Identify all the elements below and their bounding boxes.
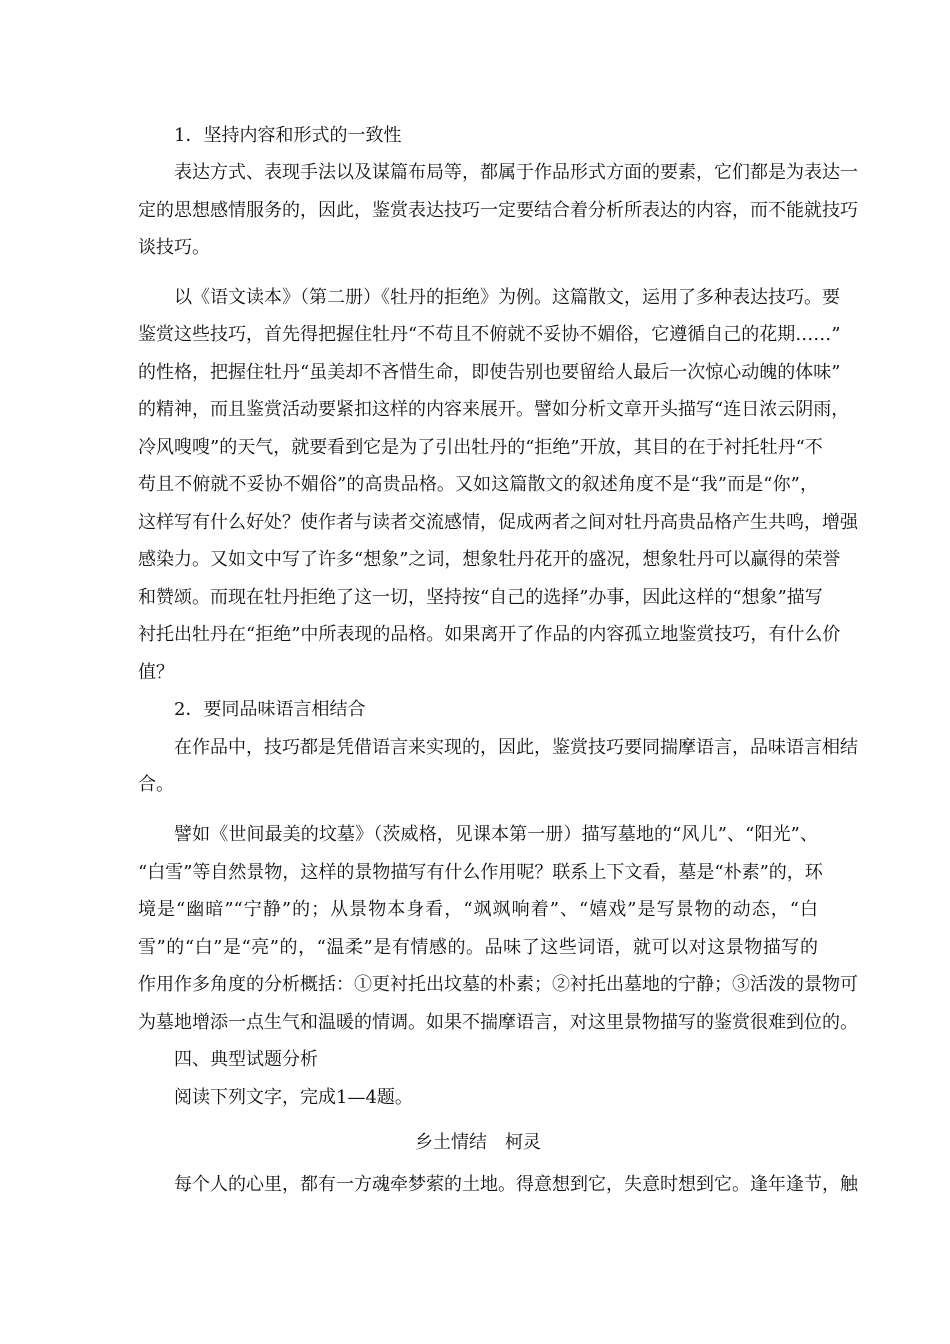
heading-point-1: 1．坚持内容和形式的一致性 [174, 125, 402, 146]
paragraph-line: 的精神，而且鉴赏活动要紧扣这样的内容来展开。譬如分析文章开头描写“连日浓云阴雨， [138, 399, 850, 420]
paragraph-line: 每个人的心里，都有一方魂牵梦萦的土地。得意想到它，失意时想到它。逢年逢节，触 [174, 1174, 858, 1195]
paragraph-line: 鉴赏这些技巧，首先得把握住牡丹“不苟且不俯就不妥协不媚俗，它遵循自己的花期……” [138, 324, 841, 345]
paragraph-line: 定的思想感情服务的，因此，鉴赏表达技巧一定要结合着分析所表达的内容，而不能就技巧 [138, 200, 858, 221]
paragraph-line: 的性格，把握住牡丹“虽美却不吝惜生命，即使告别也要留给人最后一次惊心动魄的体味” [138, 362, 841, 383]
paragraph-line: 感染力。又如文中写了许多“想象”之词，想象牡丹花开的盛况，想象牡丹可以赢得的荣誉 [138, 549, 841, 570]
paragraph-line: 合。 [138, 774, 174, 795]
paragraph-line: 为墓地增添一点生气和温暖的情调。如果不揣摩语言，对这里景物描写的鉴赏很难到位的。 [138, 1012, 858, 1033]
paragraph-line: 以《语文读本》（第二册）《牡丹的拒绝》为例。这篇散文，运用了多种表达技巧。要 [174, 287, 840, 308]
paragraph-line: 譬如《世间最美的坟墓》（茨威格，见课本第一册）描写墓地的“风儿”、“阳光”、 [174, 824, 818, 845]
instruction-line: 阅读下列文字，完成1—4题。 [174, 1087, 413, 1108]
paragraph-line: 冷风嗖嗖”的天气，就要看到它是为了引出牡丹的“拒绝”开放，其目的在于衬托牡丹“不 [138, 437, 823, 458]
section-heading: 四、典型试题分析 [174, 1049, 318, 1070]
paragraph-line: 这样写有什么好处？使作者与读者交流感情，促成两者之间对牡丹高贵品格产生共鸣，增强 [138, 512, 858, 533]
paragraph-line: 衬托出牡丹在“拒绝”中所表现的品格。如果离开了作品的内容孤立地鉴赏技巧，有什么价 [138, 624, 841, 645]
paragraph-line: 表达方式、表现手法以及谋篇布局等，都属于作品形式方面的要素，它们都是为表达一 [174, 162, 858, 183]
heading-point-2: 2．要同品味语言相结合 [174, 699, 366, 720]
paragraph-line: 作用作多角度的分析概括：①更衬托出坟墓的朴素；②衬托出墓地的宁静；③活泼的景物可 [138, 974, 858, 995]
paragraph-line: 在作品中，技巧都是凭借语言来实现的，因此，鉴赏技巧要同揣摩语言，品味语言相结 [174, 737, 858, 758]
paragraph-line: 雪”的“白”是“亮”的，“温柔”是有情感的。品味了这些词语，就可以对这景物描写的 [138, 937, 818, 958]
paragraph-line: 谈技巧。 [138, 237, 210, 258]
paragraph-line: 境是“幽暗”“宁静”的；从景物本身看，“飒飒响着”、“嬉戏”是写景物的动态，“白 [138, 899, 818, 920]
paragraph-line: 苟且不俯就不妥协不媚俗”的高贵品格。又如这篇散文的叙述角度不是“我”而是“你”， [138, 474, 818, 495]
reading-title: 乡土情结 柯灵 [415, 1132, 541, 1153]
paragraph-line: 和赞颂。而现在牡丹拒绝了这一切，坚持按“自己的选择”办事，因此这样的“想象”描写 [138, 587, 823, 608]
paragraph-line: “白雪”等自然景物，这样的景物描写有什么作用呢？联系上下文看，墓是“朴素”的，环 [138, 862, 823, 883]
paragraph-line: 值？ [138, 662, 174, 683]
